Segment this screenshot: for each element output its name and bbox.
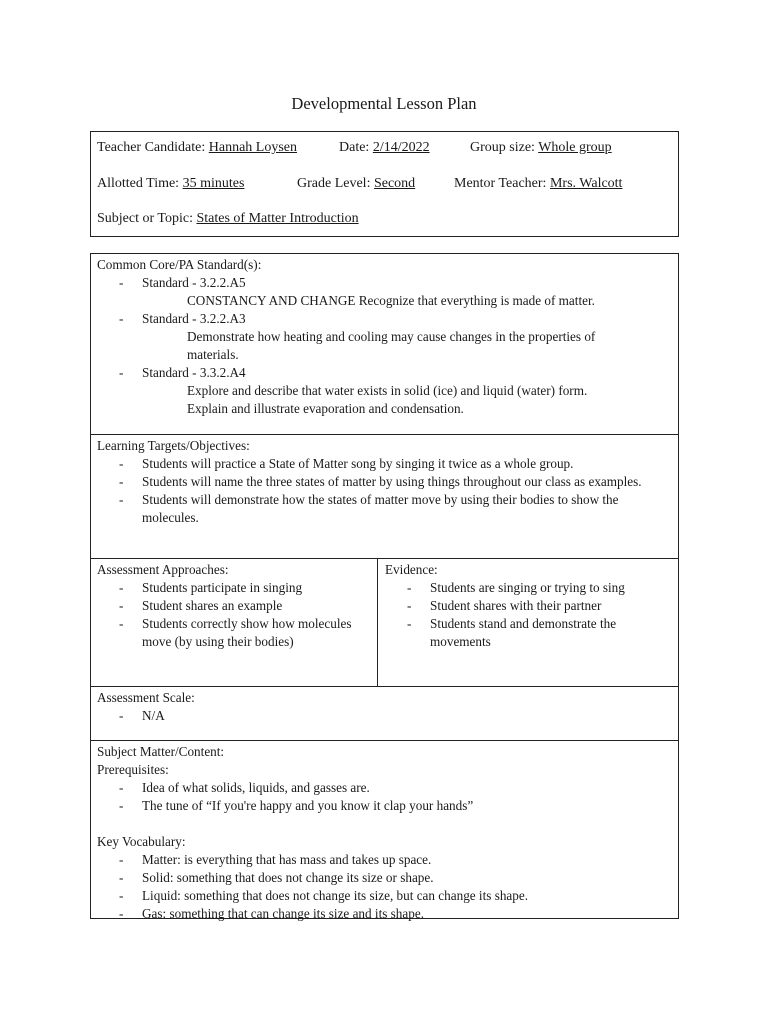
teacher-value: Hannah Loysen [208,140,298,155]
assessment-evidence-section [91,559,678,687]
standards-list [97,274,672,292]
allotted-time-value: 35 minutes [182,176,245,191]
objectives-label: Learning Targets/Objectives: [97,438,250,453]
vocabulary-label: Key Vocabulary: [97,834,186,849]
list-item: - Students will name the three states of matter by using things throughout our class as examples. [97,473,672,491]
list-item: - Students stand and demonstrate the movements [385,615,672,651]
teacher-label: Teacher Candidate: [97,140,206,155]
grade-level-field [297,176,415,192]
standard-description: materials. [187,347,239,362]
standard-description: CONSTANCY AND CHANGE Recognize that everything is made of matter. [187,293,595,308]
page-title: Developmental Lesson Plan [291,94,477,113]
list-item: - Idea of what solids, liquids, and gasses are. [97,779,672,797]
assessment-label: Assessment Approaches: [97,562,229,577]
subject-value: States of Matter Introduction [196,211,359,226]
list-item: - Student shares with their partner [385,597,672,615]
grade-level-label: Grade Level: [297,176,371,191]
list-item: - Liquid: something that does not change its size, but can change its shape. [97,887,672,905]
grade-level-value: Second [373,176,416,191]
content-label: Subject Matter/Content: [97,744,225,759]
mentor-teacher-label: Mentor Teacher: [454,176,547,191]
list-item: - Students participate in singing [97,579,371,597]
subject-field [97,211,359,227]
list-item: - Matter: is everything that has mass and takes up space. [97,851,672,869]
vocabulary-list [97,851,672,923]
prerequisites-label: Prerequisites: [97,762,169,777]
content-section [91,741,678,921]
evidence-column [379,559,678,686]
assessment-scale-section [91,687,678,741]
list-item: - N/A [97,707,672,725]
list-item: - Gas: something that can change its size and its shape. [97,905,672,923]
evidence-label: Evidence: [385,562,438,577]
list-item: - The tune of “If you're happy and you know it clap your hands” [97,797,672,815]
objectives-section [91,435,678,559]
group-size-label: Group size: [470,140,535,155]
header-info-box [90,131,679,237]
assessment-scale-list [97,707,672,725]
group-size-field [470,140,612,156]
standard-description: Explore and describe that water exists in solid (ice) and liquid (water) form. [187,383,588,398]
standard-item: - Standard - 3.2.2.A3 [97,310,672,328]
list-item: - Students will practice a State of Matter song by singing it twice as a whole group. [97,455,672,473]
objectives-list [97,455,672,527]
lesson-plan-table [90,253,679,919]
mentor-teacher-value: Mrs. Walcott [549,176,623,191]
date-field [339,140,430,156]
standards-list-3 [97,364,672,382]
standard-description: Demonstrate how heating and cooling may cause changes in the properties of [187,329,596,344]
date-value: 2/14/2022 [372,140,430,155]
group-size-value: Whole group [538,140,612,155]
allotted-time-label: Allotted Time: [97,176,180,191]
assessment-list [97,579,371,651]
subject-label: Subject or Topic: [97,211,193,226]
list-item: - Students are singing or trying to sing [385,579,672,597]
date-label: Date: [339,140,370,155]
standards-section [91,254,678,435]
evidence-list [385,579,672,651]
standard-item: - Standard - 3.3.2.A4 [97,364,672,382]
list-item: - Solid: something that does not change its size or shape. [97,869,672,887]
standards-list-2 [97,310,672,328]
standards-label: Common Core/PA Standard(s): [97,257,262,272]
mentor-teacher-field [454,176,622,192]
list-item: - Student shares an example [97,597,371,615]
prerequisites-list [97,779,672,815]
assessment-column [91,559,378,686]
list-item: - Students correctly show how molecules move (by using their bodies) [97,615,371,651]
list-item: - Students will demonstrate how the states of matter move by using their bodies to show the molecules. [97,491,672,527]
standard-item: - Standard - 3.2.2.A5 [97,274,672,292]
assessment-scale-label: Assessment Scale: [97,690,195,705]
header-row-1 [97,140,297,156]
allotted-time-field [97,176,244,192]
standard-description: Explain and illustrate evaporation and condensation. [187,401,464,416]
